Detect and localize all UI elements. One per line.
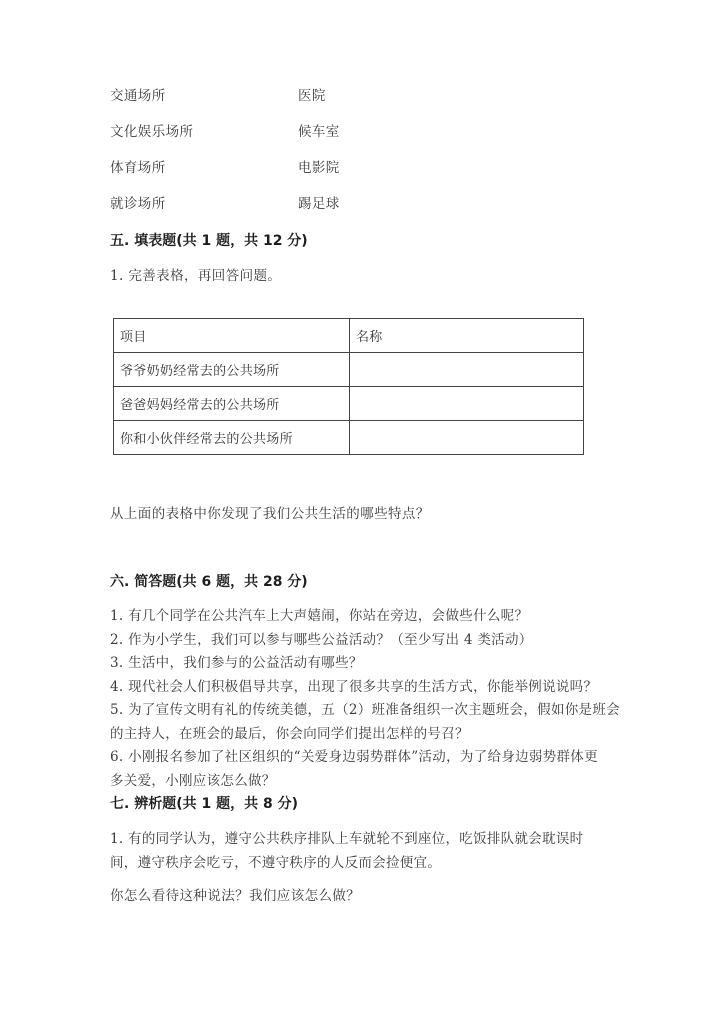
matching-left-item: 体育场所 — [110, 160, 166, 176]
table-cell-answer[interactable] — [350, 421, 584, 455]
table-header-row — [114, 319, 584, 353]
follow-up-question: 你怎么看待这种说法？我们应该怎么做？ — [110, 888, 361, 904]
section-title: 七. 辨析题(共 1 题，共 8 分) — [110, 796, 298, 812]
matching-right-item: 电影院 — [298, 160, 340, 176]
matching-left-item: 文化娱乐场所 — [110, 124, 194, 140]
question-text: 1. 完善表格，再回答问题。 — [110, 268, 282, 284]
table-row — [114, 387, 584, 421]
table-row — [114, 353, 584, 387]
matching-right-item: 医院 — [298, 88, 326, 104]
fill-in-table — [113, 318, 584, 455]
table-row — [114, 421, 584, 455]
table-header-cell: 名称 — [350, 319, 584, 353]
question-item: 1. 有几个同学在公共汽车上大声嬉闹，你站在旁边，会做些什么呢？ — [110, 608, 529, 624]
question-item: 2. 作为小学生，我们可以参与哪些公益活动？（至少写出 4 类活动） — [110, 631, 533, 648]
question-item: 5. 为了宣传文明有礼的传统美德，五（2）班准备组织一次主题班会，假如你是班会的主持人，在班会的最后，你会向同学们提出怎样的号召？ — [110, 702, 620, 742]
section-title: 五. 填表题(共 1 题，共 12 分) — [110, 233, 308, 249]
follow-up-question: 从上面的表格中你发现了我们公共生活的哪些特点？ — [110, 506, 430, 522]
question-text: 1. 有的同学认为，遵守公共秩序排队上车就轮不到座位，吃饭排队就会耽误时间，遵守秩序会吃亏，不遵守秩序的人反而会捡便宜。 — [110, 831, 584, 871]
question-item: 6. 小刚报名参加了社区组织的“关爱身边弱势群体”活动，为了给身边弱势群体更多关爱，小刚应该怎么做？ — [110, 749, 598, 789]
section-title: 六. 简答题(共 6 题，共 28 分) — [110, 574, 308, 590]
question-list — [110, 605, 625, 793]
table-cell-answer[interactable] — [350, 353, 584, 387]
matching-left-item: 交通场所 — [110, 88, 166, 104]
question-item: 4. 现代社会人们积极倡导共享，出现了很多共享的生活方式，你能举例说说吗？ — [110, 678, 598, 695]
question-item: 3. 生活中，我们参与的公益活动有哪些？ — [110, 655, 363, 671]
table-cell-item: 你和小伙伴经常去的公共场所 — [114, 421, 350, 455]
table-cell-item: 爷爷奶奶经常去的公共场所 — [114, 353, 350, 387]
matching-right-item: 候车室 — [298, 124, 340, 140]
table-header-cell: 项目 — [114, 319, 350, 353]
matching-right-item: 踢足球 — [298, 196, 340, 212]
table-cell-item: 爸爸妈妈经常去的公共场所 — [114, 387, 350, 421]
matching-left-item: 就诊场所 — [110, 196, 166, 212]
table-cell-answer[interactable] — [350, 387, 584, 421]
